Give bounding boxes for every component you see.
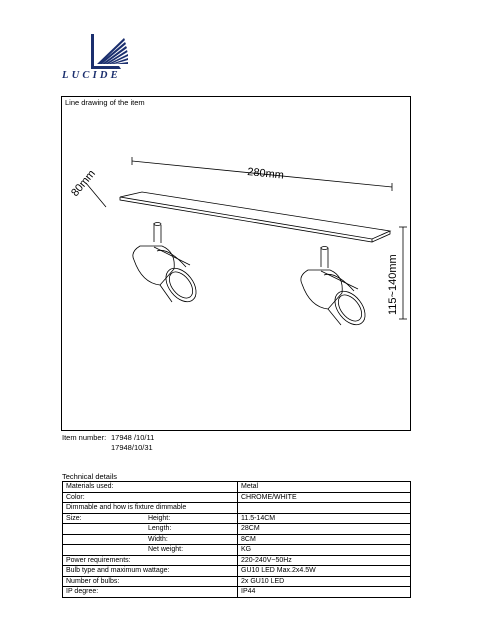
technical-details-table	[62, 481, 411, 598]
line-drawing	[62, 97, 410, 430]
spec-sub-label: Net weight:	[148, 546, 184, 553]
spec-label: Materials used:	[63, 482, 238, 493]
table-row	[63, 587, 411, 598]
spec-label: Bulb type and maximum wattage:	[63, 566, 238, 577]
spec-label: Number of bulbs:	[63, 576, 238, 587]
table-row	[63, 503, 411, 514]
spec-sub-label: Width:	[148, 535, 168, 543]
spec-sub-label: Height:	[148, 514, 171, 522]
dim-length-label: 280mm	[246, 166, 285, 182]
spec-label: IP degree:	[63, 587, 238, 598]
spec-value: GU10 LED Max.2x4.5W	[238, 566, 411, 577]
item-number-1: 17948 /10/11	[111, 433, 155, 442]
spec-value: IP44	[238, 587, 411, 598]
spec-group-label: Size:	[66, 514, 82, 522]
item-number-label: Item number:	[62, 433, 107, 442]
spec-label	[63, 524, 238, 535]
spec-label	[63, 545, 238, 556]
table-row	[63, 566, 411, 577]
brand-name: LUCIDE	[62, 70, 121, 81]
spec-label: Dimmable and how is fixture dimmable	[63, 503, 238, 514]
spec-value: 2x GU10 LED	[238, 576, 411, 587]
table-row	[63, 524, 411, 535]
spec-label	[63, 513, 238, 524]
spec-value: 11.5-14CM	[238, 513, 411, 524]
table-row	[63, 492, 411, 503]
item-number-2: 17948/10/31	[111, 443, 153, 452]
dim-height-label: 115~140mm	[387, 254, 399, 315]
table-row	[63, 482, 411, 493]
spec-value: Metal	[238, 482, 411, 493]
table-row	[63, 534, 411, 545]
spec-value: 8CM	[238, 534, 411, 545]
drawing-frame	[61, 96, 411, 431]
spec-value	[238, 503, 411, 514]
spec-sub-label: Length:	[148, 525, 172, 532]
dim-width-label: 80mm	[69, 167, 98, 199]
spec-value: CHROME/WHITE	[238, 492, 411, 503]
spec-value: KG	[238, 545, 411, 556]
spec-label	[63, 534, 238, 545]
spec-value: 28CM	[238, 524, 411, 535]
technical-details-title: Technical details	[62, 472, 118, 481]
table-row	[63, 545, 411, 556]
drawing-title: Line drawing of the item	[65, 98, 145, 107]
brand-wordmark	[62, 70, 121, 81]
spec-label: Power requirements:	[63, 555, 238, 566]
table-row	[63, 576, 411, 587]
table-row	[63, 555, 411, 566]
table-row	[63, 513, 411, 524]
spec-value: 220-240V~50Hz	[238, 555, 411, 566]
spec-label: Color:	[63, 492, 238, 503]
